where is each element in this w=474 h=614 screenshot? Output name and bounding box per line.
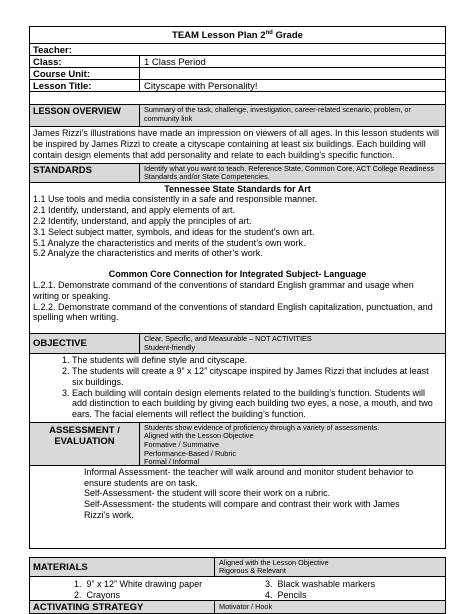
assessment-hint-line: Students show evidence of proficiency through a variety of assessments. xyxy=(144,422,380,432)
materials-col-left xyxy=(74,579,202,601)
teacher-value xyxy=(140,44,148,55)
tn-standards-heading: Tennessee State Standards for Art xyxy=(164,183,311,194)
objective-body xyxy=(29,354,446,423)
material-item: 1. 9” x 12” White drawing paper xyxy=(74,578,203,589)
assessment-item: Self-Assessment- the students will compare and contrast their work with James Rizzi’s work. xyxy=(84,499,400,521)
materials-hint-line: Aligned with the Lesson Objective xyxy=(219,557,329,567)
standards-header xyxy=(29,164,446,183)
class-value: 1 Class Period xyxy=(144,57,206,69)
objective-hint-line: Clear, Specific, and Measurable – NOT ACTIVITIES xyxy=(144,334,312,344)
course-unit-label: Course Unit: xyxy=(30,68,140,79)
standards-label: STANDARDS xyxy=(30,164,140,182)
tn-standard-item: 2.1 Identify, understand, and apply elements of art. xyxy=(33,205,235,216)
material-item: 2. Crayons xyxy=(74,589,121,600)
materials-hint-line: Rigorous & Relevant xyxy=(219,566,286,576)
course-unit-row xyxy=(29,68,446,80)
objective-item: 3. Each building will contain design elements related to the building’s function. Students will add distinction to each building by giving each building two eyes, a nose, a mouth, and two ears. The facial elements will reflect the building’s function. xyxy=(72,388,442,420)
objective-header xyxy=(29,334,446,354)
assessment-label-line: EVALUATION xyxy=(54,435,115,447)
objective-item: 1. The students will define style and cityscape. xyxy=(72,355,442,366)
lesson-title-value: Cityscape with Personality! xyxy=(144,81,258,93)
tn-standard-item: 5.2 Analyze the characteristics and merits of other’s work. xyxy=(33,248,263,259)
tn-standard-item: 1.1 Use tools and media consistently in a safe and responsible manner. xyxy=(33,194,318,205)
assessment-item: Informal Assessment- the teacher will walk around and monitor student behavior to ensure students are on task. xyxy=(84,466,414,488)
activating-hint: Motivator / Hook xyxy=(219,601,273,611)
lesson-title-row xyxy=(29,80,446,92)
lesson-overview-label: LESSON OVERVIEW xyxy=(30,105,140,126)
objective-label: OBJECTIVE xyxy=(30,334,140,353)
assessment-hint-line: Formal / Informal xyxy=(144,457,200,467)
common-core-heading: Common Core Connection for Integrated Subject- Language xyxy=(108,269,367,280)
standards-hint: Identify what you want to teach. Reference State, Common Core, ACT College Readiness Standards and/or State Competencies. xyxy=(144,163,434,182)
common-core-item: L.2.1. Demonstrate command of the conventions of standard English grammar and usage when writing or speaking. xyxy=(33,279,414,301)
common-core-item: L.2.2. Demonstrate command of the conventions of standard English capitalization, punctuation, and spelling when writing. xyxy=(33,301,433,323)
table-gap xyxy=(29,549,446,557)
objective-item: 2. The students will create a 9” x 12” cityscape inspired by James Rizzi that includes at least six buildings. xyxy=(72,366,442,388)
tn-standard-item: 2.2 Identify, understand, and apply the principles of art. xyxy=(33,215,252,226)
materials-label: MATERIALS xyxy=(30,558,215,576)
standards-body xyxy=(29,183,446,335)
material-item: 4. Pencils xyxy=(265,589,307,600)
lesson-overview-header xyxy=(29,105,446,127)
assessment-label-line: ASSESSMENT / xyxy=(49,424,120,436)
class-row xyxy=(29,56,446,68)
assessment-hint-line: Aligned with the Lesson Objective xyxy=(144,431,254,441)
materials-col-right xyxy=(265,579,375,601)
title-row xyxy=(29,26,446,44)
teacher-row xyxy=(29,44,446,56)
activating-label: ACTIVATING STRATEGY xyxy=(30,601,215,613)
assessment-item: Self-Assessment- the student will score their work on a rubric. xyxy=(84,488,331,499)
course-unit-value xyxy=(140,68,148,79)
teacher-label: Teacher: xyxy=(33,45,72,57)
assessment-hints xyxy=(140,423,445,465)
objective-hint-line: Student-friendly xyxy=(144,342,196,352)
materials-header xyxy=(29,557,446,577)
activating-header xyxy=(29,601,446,614)
class-label: Class: xyxy=(30,56,140,67)
spacer-row xyxy=(29,92,446,105)
materials-hint xyxy=(215,558,445,576)
tn-standard-item: 5.1 Analyze the characteristics and merits of the student’s own work. xyxy=(33,237,306,248)
tn-standard-item: 3.1 Select subject matter, symbols, and ideas for the student’s own art. xyxy=(33,226,315,237)
materials-list xyxy=(29,577,446,601)
page-title: TEAM Lesson Plan 2nd Grade xyxy=(172,30,303,42)
assessment-header xyxy=(29,423,446,466)
lesson-overview-hint: Summary of the task, challenge, investigation, career-related scenario, problem, or community link xyxy=(144,105,411,123)
lesson-plan-page xyxy=(29,26,446,614)
assessment-hint-line: Performance-Based / Rubric xyxy=(144,448,237,458)
lesson-title-label: Lesson Title: xyxy=(30,80,140,91)
material-item: 3. Black washable markers xyxy=(265,578,376,589)
assessment-hint-line: Formative / Summative xyxy=(144,440,220,450)
assessment-label xyxy=(30,423,140,465)
lesson-overview-text: James Rizzi’s illustrations have made an impression on viewers of all ages. In this lesson students will be inspired by James Rizzi to create a cityscape containing at least six buildings. Each building will contain design elements that add personality and relate to each building’s specific function. xyxy=(29,127,446,163)
objective-hint xyxy=(140,334,445,353)
assessment-body xyxy=(29,466,446,549)
